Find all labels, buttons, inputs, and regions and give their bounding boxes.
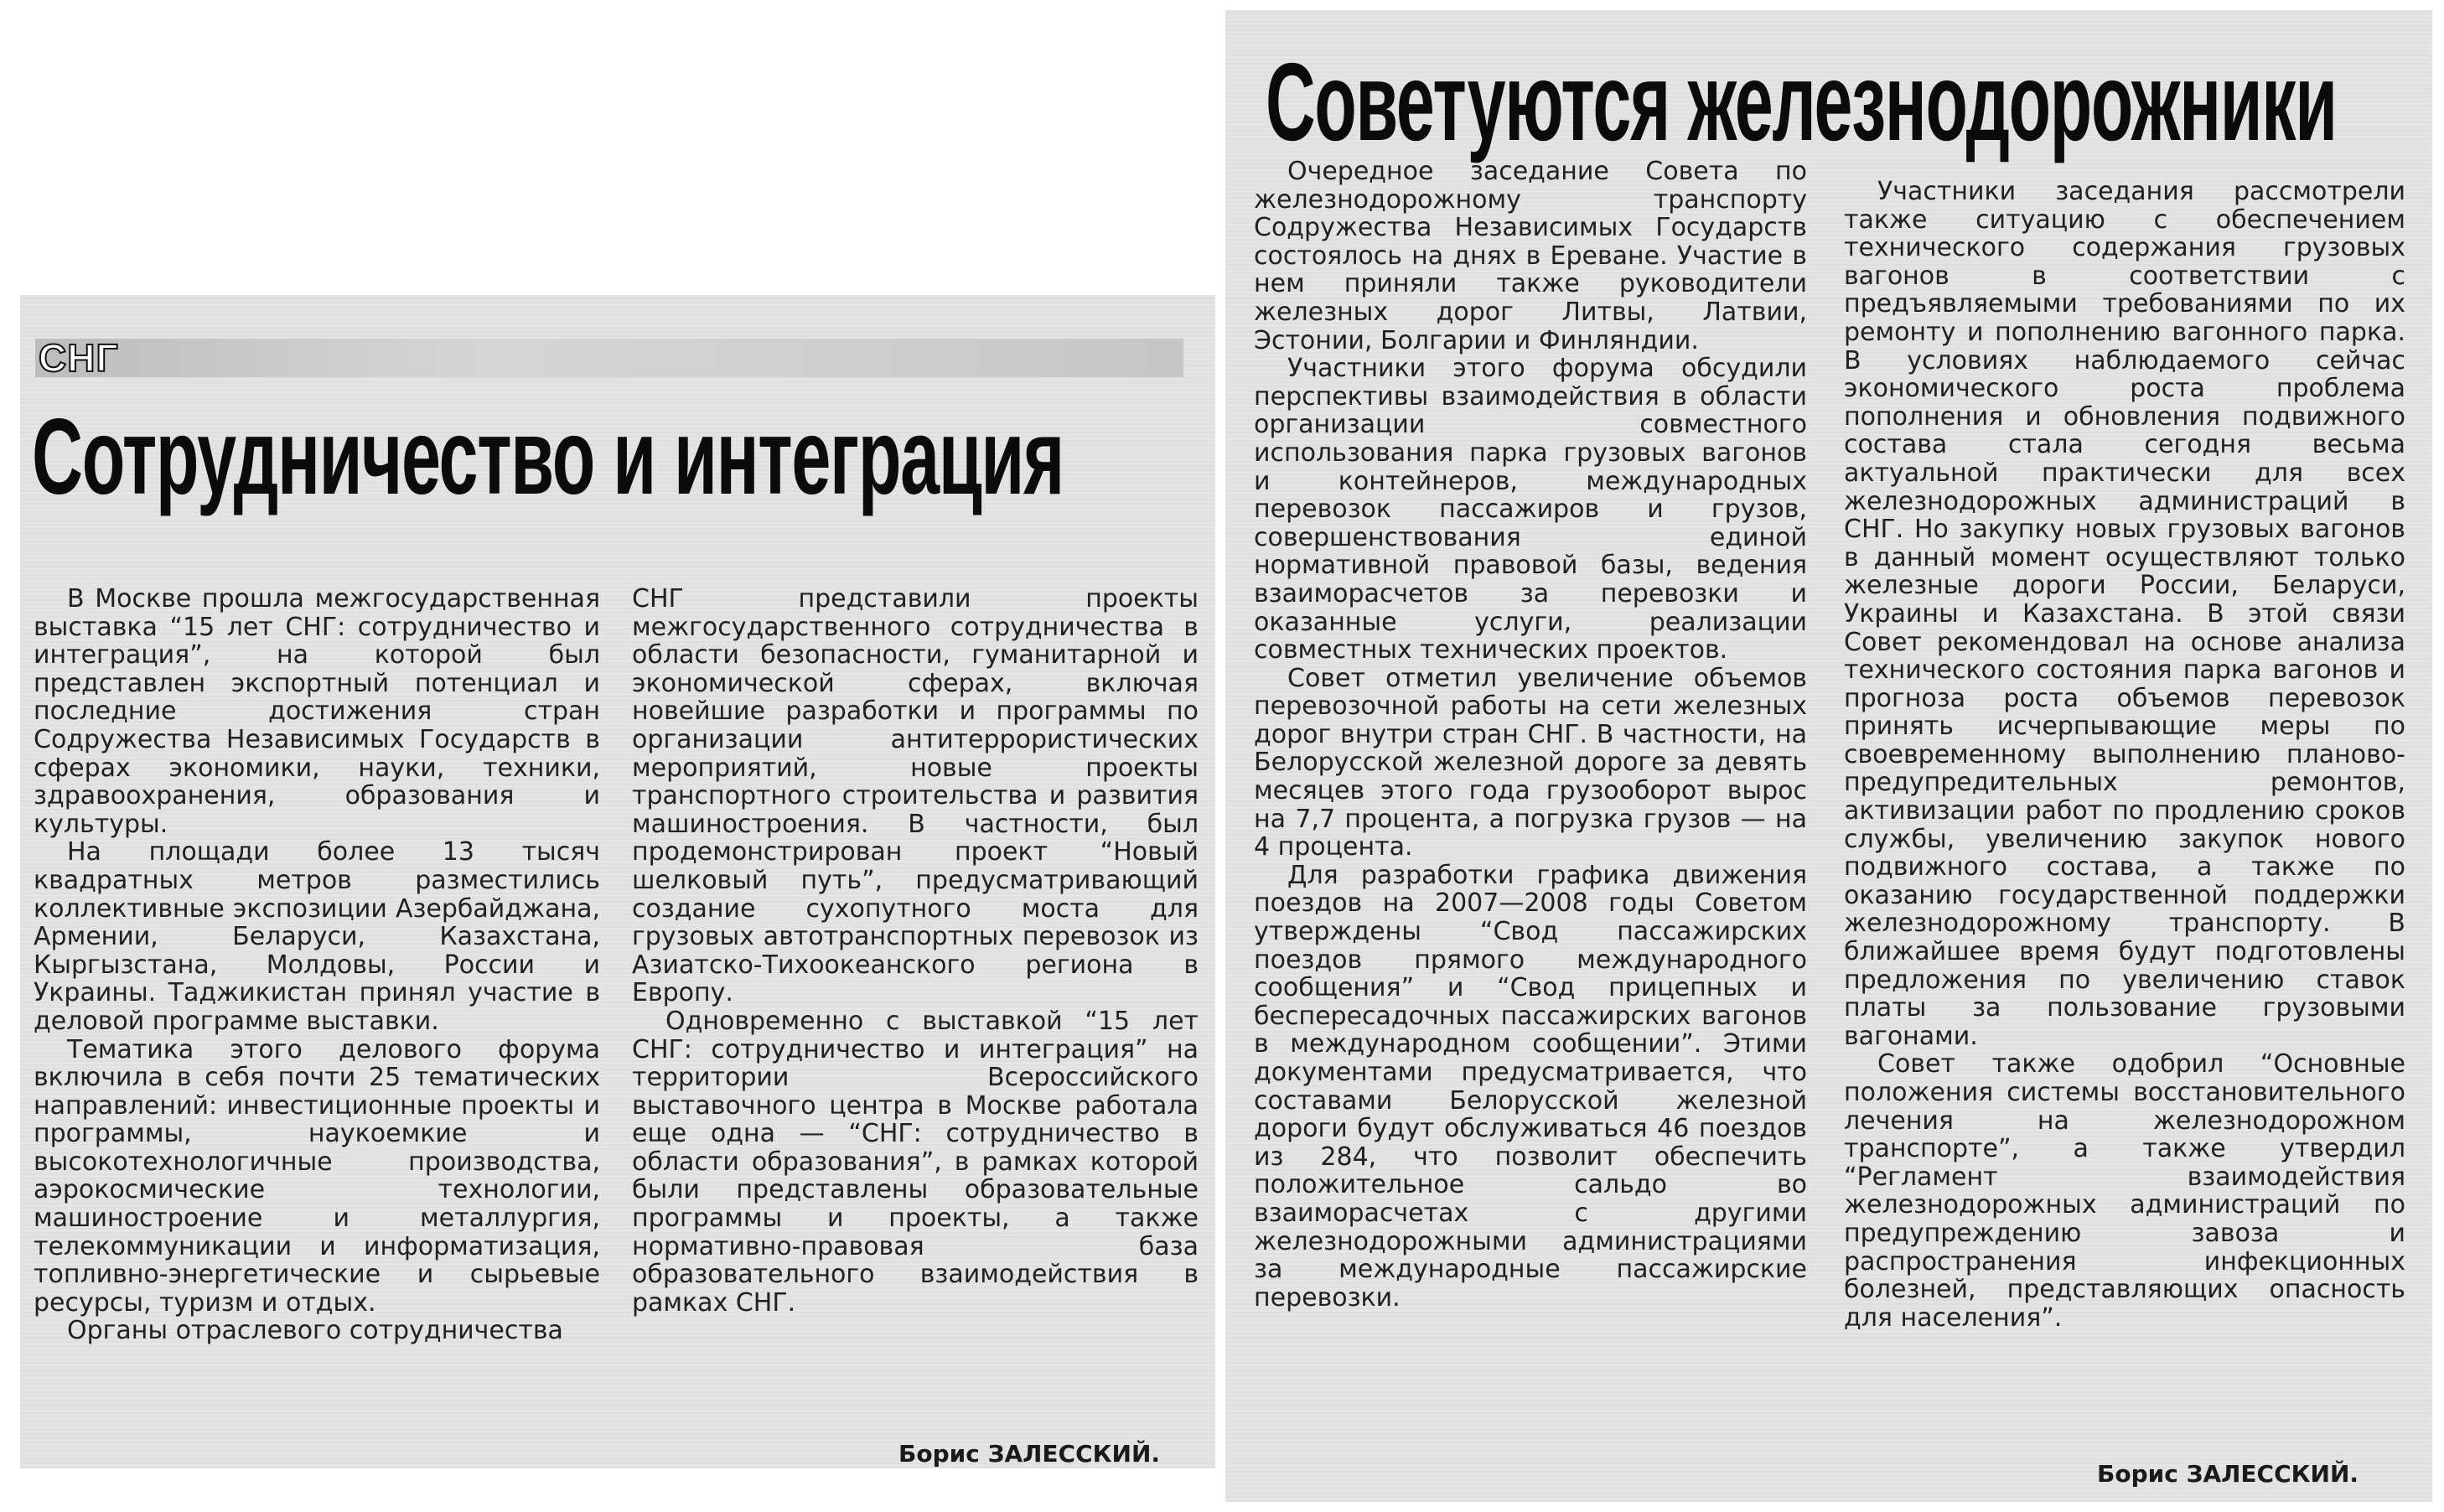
article-right-column-2 — [1844, 178, 2405, 1332]
paragraph: Участники этого форума обсудили перспективы взаимодействия в области организации совместного использования парка грузовых вагонов и контейнеров, международных перевозок пассажиров и грузов, совершенствования единой нормативной правовой базы, ведения взаиморасчетов за перевозки и оказанные услуги, реализации совместных технических проектов. — [1254, 354, 1807, 665]
rubric-bar — [35, 339, 1183, 377]
paragraph: СНГ представили проекты межгосударственного сотрудничества в области безопасности, гуманитарной и экономической сферах, включая новейшие разработки и программы по организации антитеррористических мероприятий, новые проекты транспортного строительства и развития машиностроения. В частности, был продемонстрирован проект “Новый шелковый путь”, предусматривающий создание сухопутного моста для грузовых автотранспортных перевозок из Азиатско-Тихоокеанского региона в Европу. — [632, 584, 1199, 1008]
paragraph: В Москве прошла межгосударственная выставка “15 лет СНГ: сотрудничество и интеграция”, на которой был представлен экспортный потенциал и последние достижения стран Содружества Независимых Государств в сферах экономики, науки, техники, здравоохранения, образования и культуры. — [34, 584, 600, 839]
author-signature-right: Борис ЗАЛЕССКИЙ. — [2097, 1460, 2359, 1488]
paragraph: Совет отметил увеличение объемов перевозочной работы на сети железных дорог внутри стран СНГ. В частности, на Белорусской железной дороге за девять месяцев этого года грузооборот вырос на 7,7 процента, а погрузка грузов — на 4 процента. — [1254, 663, 1807, 862]
paragraph: Совет также одобрил “Основные положения системы восстановительного лечения на железнодорожном транспорте”, а также утвердил “Регламент взаимодействия железнодорожных администраций по предупреждению завоза и распространения инфекционных болезней, представляющих опасность для населения”. — [1844, 1049, 2405, 1333]
rubric-label: СНГ — [39, 336, 119, 380]
headline-right: Советуются железнодорожники — [1266, 40, 2337, 163]
article-left-column-2 — [632, 585, 1199, 1317]
clipping-right — [1225, 10, 2432, 1502]
author-signature-left: Борис ЗАЛЕССКИЙ. — [898, 1440, 1161, 1468]
paragraph: Органы отраслевого сотрудничества — [67, 1316, 563, 1346]
article-right-column-1 — [1254, 158, 1807, 1312]
paragraph: Тематика этого делового форума включила в себя почти 25 тематических направлений: инвестиционные проекты и программы, наукоемкие и высокотехнологичные производства, аэрокосмические технологии, машиностроение и металлургия, телекоммуникации и информатизация, топливно-энергетические и сырьевые ресурсы, туризм и отдых. — [34, 1034, 600, 1318]
paragraph: Одновременно с выставкой “15 лет СНГ: сотрудничество и интеграция” на территории Всероссийского выставочного центра в Москве работала еще одна — “СНГ: сотрудничество в области образования”, в рамках которой были представлены образовательные программы и проекты, а также нормативно-правовая база образовательного взаимодействия в рамках СНГ. — [632, 1006, 1199, 1318]
paragraph: Для разработки графика движения поездов на 2007—2008 годы Советом утверждены “Свод пассажирских поездов прямого международного сообщения” и “Свод прицепных и беспересадочных пассажирских вагонов в международном сообщении”. Этими документами предусматривается, что составами Белорусской железной дороги будут обслуживаться 46 поездов из 284, что позволит обеспечить положительное сальдо во взаиморасчетах с другими железнодорожными администрациями за международные пассажирские перевозки. — [1254, 860, 1807, 1313]
paragraph: На площади более 13 тысяч квадратных метров разместились коллективные экспозиции Азербайджана, Армении, Беларуси, Казахстана, Кыргызстана, Молдовы, России и Украины. Таджикистан принял участие в деловой программе выставки. — [34, 837, 600, 1036]
paragraph: Участники заседания рассмотрели также ситуацию с обеспечением технического содержания грузовых вагонов в соответствии с предъявляемыми требованиями по их ремонту и пополнению вагонного парка. В условиях наблюдаемого сейчас экономического роста проблема пополнения и обновления подвижного состава стала сегодня весьма актуальной практически для всех железнодорожных администраций в СНГ. Но закупку новых грузовых вагонов в данный момент осуществляют только железные дороги России, Беларуси, Украины и Казахстана. В этой связи Совет рекомендовал на основе анализа технического состояния парка вагонов и прогноза роста объемов перевозок принять исчерпывающие меры по своевременному выполнению планово-предупредительных ремонтов, активизации работ по продлению сроков службы, увеличению закупок нового подвижного состава, а также по оказанию государственной поддержки железнодорожному транспорту. В ближайшее время будут подготовлены предложения по увеличению ставок платы за пользование грузовыми вагонами. — [1844, 177, 2405, 1051]
article-left-column-1 — [34, 585, 600, 1345]
clipping-left — [20, 295, 1215, 1468]
paragraph: Очередное заседание Совета по железнодорожному транспорту Содружества Независимых Государств состоялось на днях в Ереване. Участие в нем приняли также руководители железных дорог Литвы, Латвии, Эстонии, Болгарии и Финляндии. — [1254, 157, 1807, 355]
headline-left: Сотрудничество и интеграция — [32, 397, 1064, 517]
